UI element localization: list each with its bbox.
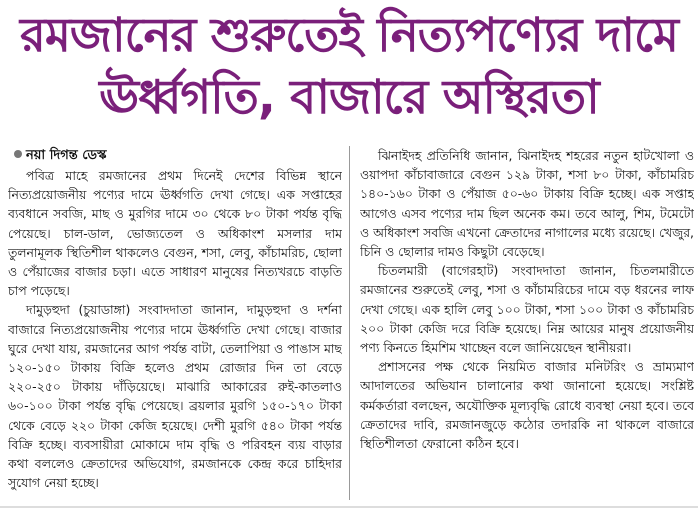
- column-divider: [349, 146, 350, 500]
- right-column: [360, 146, 694, 506]
- headline-line-1: রমজানের শুরুতেই নিত্যপণ্যের দামে: [19, 8, 679, 63]
- headline-line-2: ঊর্ধ্বগতি, বাজারে অস্থিরতা: [99, 70, 599, 125]
- right-paragraph-3: প্রশাসনের পক্ষ থেকে নিয়মিত বাজার মনিটরিং ও ভ্রাম্যমাণ আদালতের অভিযান চালানোর কথা জানানো হয়েছে। সংশ্লিষ্ট কর্মকর্তারা বলছেন, অযৌক্তিক মূল্যবৃদ্ধি রোধে ব্যবস্থা নেয়া হবে। তবে ক্রেতাদের দাবি, রমজানজুড়ে কঠোর তদারকি না থাকলে বাজারে স্থিতিশীলতা ফেরানো কঠিন হবে।: [360, 359, 694, 452]
- right-paragraph-2: চিতলমারী (বাগেরহাট) সংবাদদাতা জানান, চিতলমারীতে রমজানের শুরুতেই লেবু, শসা ও কাঁচামরিচের দামে বড় ধরনের লাফ দেখা গেছে। এক হালি লেবু ১০০ টাকা, শসা ১০০ টাকা ও কাঁচামরিচ ২০০ টাকা কেজি দরে বিক্রি হয়েছে। নিম্ন আয়ের মানুষ প্রয়োজনীয় পণ্য কিনতে হিমশিম খাচ্ছেন বলে জানিয়েছেন স্থানীয়রা।: [360, 263, 694, 356]
- dateline-text: নয়া দিগন্ত ডেস্ক: [26, 148, 107, 163]
- dateline: [14, 146, 106, 164]
- left-column: [8, 166, 342, 506]
- bullet-icon: [14, 150, 22, 158]
- left-paragraph-1: পবিত্র মাহে রমজানের প্রথম দিনেই দেশের বিভিন্ন স্থানে নিত্যপ্রয়োজনীয় পণ্যের দামে ঊর্ধ্বগতি দেখা গেছে। এক সপ্তাহের ব্যবধানে সবজি, মাছ ও মুরগির দামে ৩০ থেকে ৮০ টাকা পর্যন্ত বৃদ্ধি পেয়েছে। চাল-ডাল, ভোজ্যতেল ও অধিকাংশ মসলার দাম তুলনামূলক স্থিতিশীল থাকলেও বেগুন, শসা, লেবু, কাঁচামরিচ, ছোলা ও পেঁয়াজের বাজার চড়া। এতে সাধারণ মানুষের নিত্যখরচে বাড়তি চাপ পড়েছে।: [8, 168, 342, 299]
- bottom-rule: [0, 506, 698, 508]
- right-paragraph-1: ঝিনাইদহ প্রতিনিধি জানান, ঝিনাইদহ শহরের নতুন হাটখোলা ও ওয়াপদা কাঁচাবাজারে বেগুন ১২৯ টাকা, শসা ৮০ টাকা, কাঁচামরিচ ১৪০-১৬০ টাকা ও পেঁয়াজ ৫০-৬০ টাকায় বিক্রি হচ্ছে। এক সপ্তাহ আগেও এসব পণ্যের দাম ছিল অনেক কম। তবে আলু, শিম, টমেটো ও অধিকাংশ সবজি এখনো ক্রেতাদের নাগালের মধ্যে রয়েছে। খেজুর, চিনি ও ছোলার দামও কিছুটা বেড়েছে।: [360, 148, 694, 260]
- headline: [0, 0, 698, 132]
- left-paragraph-2: দামুড়হুদা (চুয়াডাঙ্গা) সংবাদদাতা জানান, দামুড়হুদা ও দর্শনা বাজারে নিত্যপ্রয়োজনীয় পণ্যের দামে ঊর্ধ্বগতি দেখা গেছে। বাজার ঘুরে দেখা যায়, রমজানের আগ পর্যন্ত বাটা, তেলাপিয়া ও পাঙাস মাছ ১২০-১৫০ টাকায় বিক্রি হলেও প্রথম রোজার দিন তা বেড়ে ২২০-২৫০ টাকায় দাঁড়িয়েছে। মাঝারি আকারের রুই-কাতলাও ৬০-১০০ টাকা পর্যন্ত বৃদ্ধি পেয়েছে। ব্রয়লার মুরগি ১৫০-১৭০ টাকা থেকে বেড়ে ২২০ টাকা কেজি হয়েছে। দেশী মুরগি ৫৪০ টাকা পর্যন্ত বিক্রি হচ্ছে। ব্যবসায়ীরা মোকামে দাম বৃদ্ধি ও পরিবহন ব্যয় বাড়ার কথা বললেও ক্রেতাদের অভিযোগ, রমজানকে কেন্দ্র করে চাহিদার সুযোগ নেয়া হচ্ছে।: [8, 302, 342, 491]
